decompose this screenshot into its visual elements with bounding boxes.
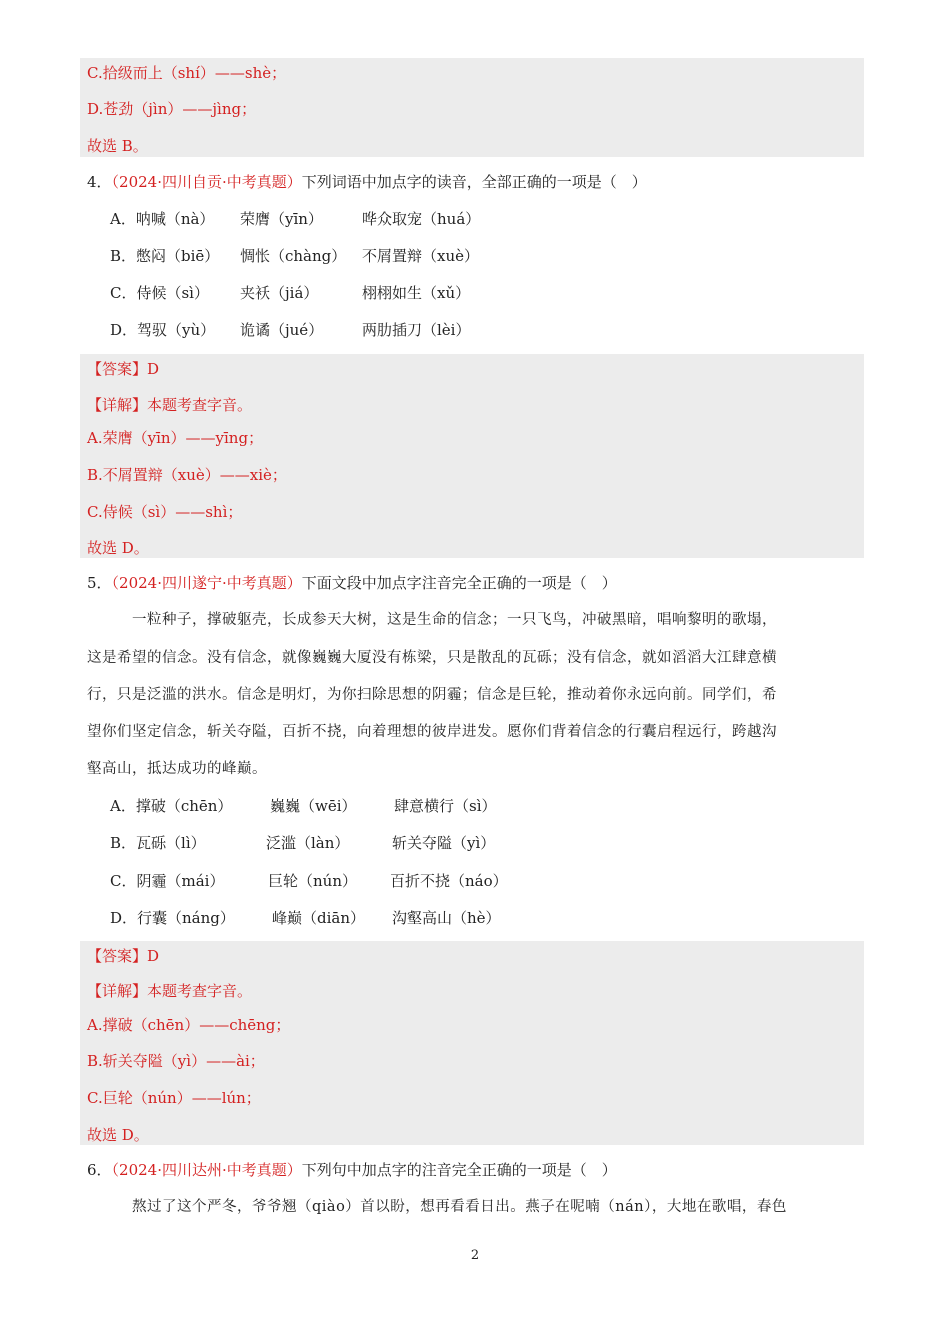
question-5 xyxy=(87,573,617,593)
option-item: 沟壑高山（hè） xyxy=(392,909,501,927)
passage-line: 这是希望的信念。没有信念，就像巍巍大厦没有栋梁，只是散乱的瓦砾；没有信念，就如滔滔大江肆意横 xyxy=(87,650,777,666)
explain-line: 故选 B。 xyxy=(87,137,148,155)
option-item: D．驾驭（yù） xyxy=(110,321,216,339)
option-d xyxy=(110,908,501,928)
option-item: 夹袄（jiá） xyxy=(240,284,319,302)
option-item: 泛滥（làn） xyxy=(266,834,350,852)
option-item: 肆意横行（sì） xyxy=(394,797,497,815)
option-item: 诡谲（jué） xyxy=(240,321,324,339)
explain-line: D.苍劲（jìn）——jìng； xyxy=(87,100,257,118)
option-item: 巨轮（nún） xyxy=(268,872,357,890)
detail-line xyxy=(87,395,252,415)
passage-line: 行，只是泛滥的洪水。信念是明灯，为你扫除思想的阴霾；信念是巨轮，推动着你永远向前。同学们，希 xyxy=(87,687,777,703)
question-stem: 下列句中加点字的注音完全正确的一项是（ ） xyxy=(301,1161,617,1179)
explain-line: C.侍候（sì）——shì； xyxy=(87,503,243,521)
option-item: A．撑破（chēn） xyxy=(110,797,233,815)
explain-line: B.斩关夺隘（yì）——ài； xyxy=(87,1052,265,1070)
question-4 xyxy=(87,172,647,192)
page-number: 2 xyxy=(470,1248,480,1263)
option-item: 百折不挠（náo） xyxy=(390,872,508,890)
detail-tag: 【详解】 xyxy=(87,982,148,1000)
question-source: （2024·四川自贡·中考真题） xyxy=(111,173,302,191)
question-6 xyxy=(87,1160,617,1180)
explain-line: A.撑破（chēn）——chēng； xyxy=(87,1016,291,1034)
passage-line: 望你们坚定信念，斩关夺隘，百折不挠，向着理想的彼岸进发。愿你们背着信念的行囊启程远行，跨越沟 xyxy=(87,724,777,740)
explain-line: 故选 D。 xyxy=(87,539,149,557)
detail-tag: 【详解】 xyxy=(87,396,148,414)
option-item: 哗众取宠（huá） xyxy=(362,210,481,228)
answer-line: 【答案】D xyxy=(87,947,160,965)
explain-line: C.巨轮（nún）——lún； xyxy=(87,1089,261,1107)
passage-line: 壑高山，抵达成功的峰巅。 xyxy=(87,761,267,777)
option-c xyxy=(110,871,508,891)
option-item: C．阴霾（mái） xyxy=(110,872,225,890)
answer-block xyxy=(80,354,864,558)
option-d xyxy=(110,320,470,340)
explain-line: 故选 D。 xyxy=(87,1126,149,1144)
option-item: 峰巅（diān） xyxy=(272,909,366,927)
option-a xyxy=(110,209,480,229)
question-stem: 下列词语中加点字的读音，全部正确的一项是（ ） xyxy=(301,173,647,191)
detail-text: 本题考查字音。 xyxy=(147,396,253,414)
question-number: 5． xyxy=(87,574,112,592)
explain-line: C.拾级而上（shí）——shè； xyxy=(87,64,287,82)
detail-line xyxy=(87,981,252,1001)
detail-text: 本题考查字音。 xyxy=(147,982,253,1000)
option-item: 斩关夺隘（yì） xyxy=(392,834,496,852)
option-item: A．呐喊（nà） xyxy=(110,210,215,228)
option-item: B．憋闷（biē） xyxy=(110,247,220,265)
question-source: （2024·四川达州·中考真题） xyxy=(111,1161,302,1179)
option-a xyxy=(110,796,497,816)
option-c xyxy=(110,283,470,303)
passage-line: 熬过了这个严冬，爷爷翘（qiào）首以盼，想再看看日出。燕子在呢喃（nán），大地在歌唱，春色 xyxy=(132,1199,787,1215)
option-b xyxy=(110,246,479,266)
option-item: 不屑置辩（xuè） xyxy=(362,247,479,265)
answer-block xyxy=(80,941,864,1145)
option-item: C．侍候（sì） xyxy=(110,284,209,302)
option-item: D．行囊（náng） xyxy=(110,909,235,927)
option-item: 巍巍（wēi） xyxy=(270,797,357,815)
option-item: 两肋插刀（lèi） xyxy=(362,321,471,339)
option-item: B．瓦砾（lì） xyxy=(110,834,206,852)
question-number: 4． xyxy=(87,173,112,191)
option-b xyxy=(110,833,495,853)
explain-line: B.不屑置辩（xuè）——xiè； xyxy=(87,466,287,484)
question-number: 6． xyxy=(87,1161,112,1179)
passage-line: 一粒种子，撑破躯壳，长成参天大树，这是生命的信念；一只飞鸟，冲破黑暗，唱响黎明的歌塌， xyxy=(132,612,777,628)
option-item: 惆怅（chàng） xyxy=(240,247,347,265)
option-item: 栩栩如生（xǔ） xyxy=(362,284,471,302)
question-stem: 下面文段中加点字注音完全正确的一项是（ ） xyxy=(301,574,617,592)
answer-line: 【答案】D xyxy=(87,360,160,378)
explain-line: A.荣膺（yīn）——yīng； xyxy=(87,429,264,447)
option-item: 荣膺（yīn） xyxy=(240,210,323,228)
question-source: （2024·四川遂宁·中考真题） xyxy=(111,574,302,592)
